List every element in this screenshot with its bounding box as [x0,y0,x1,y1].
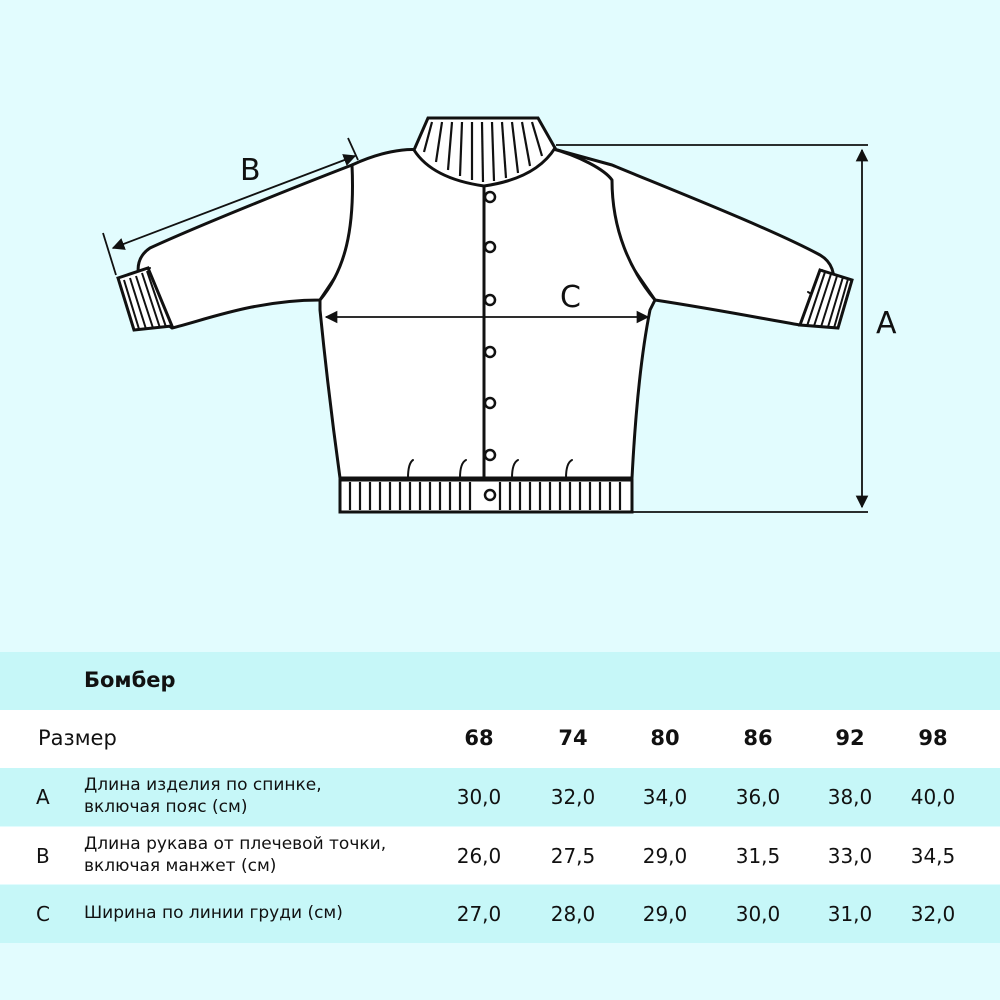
row-value: 31,5 [735,844,781,868]
table-row [0,827,1000,884]
row-description-line: Ширина по линии груди (см) [84,903,343,923]
size-label: Размер [38,726,117,750]
button [485,242,495,252]
row-value: 34,5 [910,844,956,868]
dimension-b-label: B [240,153,261,188]
size-header: 92 [835,726,865,750]
size-header: 74 [558,726,588,750]
button [485,347,495,357]
table-row [0,885,1000,943]
row-letter: B [36,844,50,868]
row-value: 30,0 [735,902,781,926]
size-header: 86 [743,726,773,750]
row-description-line: включая пояс (см) [84,797,248,817]
row-letter: A [36,785,50,809]
row-description-line: Длина рукава от плечевой точки, [84,834,387,854]
row-value: 29,0 [642,844,688,868]
table-header-row [0,710,1000,768]
row-description [84,833,386,877]
row-value: 27,5 [550,844,596,868]
dimension-a-label: A [876,306,897,341]
row-description-line: Длина изделия по спинке, [84,775,322,795]
table-row [0,768,1000,826]
row-value: 27,0 [456,902,502,926]
table-title-row [0,652,1000,710]
button [485,450,495,460]
row-description [84,902,343,924]
button [485,192,495,202]
button [485,490,495,500]
row-value: 30,0 [456,785,502,809]
table-title: Бомбер [84,668,176,692]
size-header: 98 [918,726,948,750]
row-value: 36,0 [735,785,781,809]
row-description [84,774,322,818]
row-value: 38,0 [827,785,873,809]
dimension-c-label: C [560,280,581,315]
row-value: 33,0 [827,844,873,868]
row-value: 32,0 [910,902,956,926]
row-value: 28,0 [550,902,596,926]
size-header: 80 [650,726,680,750]
button [485,295,495,305]
row-value: 29,0 [642,902,688,926]
row-letter: C [36,902,50,926]
row-value: 31,0 [827,902,873,926]
row-value: 26,0 [456,844,502,868]
row-description-line: включая манжет (см) [84,856,277,876]
size-header: 68 [464,726,494,750]
button [485,398,495,408]
row-value: 32,0 [550,785,596,809]
row-value: 34,0 [642,785,688,809]
row-value: 40,0 [910,785,956,809]
